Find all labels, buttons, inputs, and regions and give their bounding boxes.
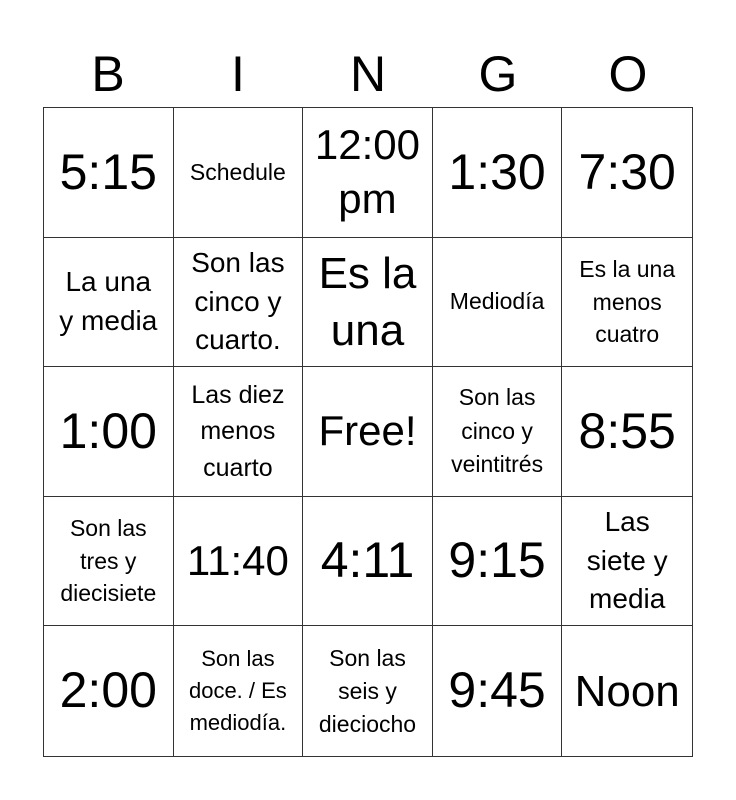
cell-text: Mediodía: [449, 288, 545, 315]
bingo-cell-r2-c2[interactable]: [174, 238, 304, 368]
cell-text: 9:15: [448, 532, 546, 589]
cell-text: 12:00 pm: [314, 120, 421, 223]
bingo-cell-r3-c3[interactable]: [303, 367, 433, 497]
cell-text: Es la una: [318, 248, 417, 355]
bingo-cell-r2-c5[interactable]: [562, 238, 692, 368]
cell-text: Son las cinco y cuarto.: [191, 246, 285, 356]
bingo-cell-r4-c4[interactable]: [433, 497, 563, 627]
bingo-cell-r1-c5[interactable]: [562, 108, 692, 238]
header-letter-i: I: [231, 46, 245, 102]
bingo-cell-r2-c1[interactable]: [44, 238, 174, 368]
cell-free-text: Free!: [318, 407, 417, 455]
bingo-cell-r2-c4[interactable]: [433, 238, 563, 368]
bingo-cell-r1-c4[interactable]: [433, 108, 563, 238]
bingo-cell-r4-c2[interactable]: [174, 497, 304, 627]
cell-text: Son las tres y diecisiete: [60, 515, 157, 607]
cell-text: 8:55: [578, 402, 676, 459]
cell-text: 2:00: [59, 662, 157, 719]
cell-text: Schedule: [189, 158, 286, 185]
bingo-cell-r5-c4[interactable]: [433, 626, 563, 756]
header-letter-g: G: [478, 46, 518, 102]
cell-text: 9:45: [448, 662, 546, 719]
cell-text: 7:30: [578, 143, 676, 200]
bingo-header: [43, 40, 693, 108]
bingo-cell-r3-c5[interactable]: [562, 367, 692, 497]
cell-text: Es la una menos cuatro: [579, 255, 676, 348]
cell-text: Son las cinco y veintitrés: [451, 384, 544, 478]
cell-text: 4:11: [320, 532, 415, 589]
bingo-cell-r5-c1[interactable]: [44, 626, 174, 756]
bingo-cell-r4-c3[interactable]: [303, 497, 433, 627]
bingo-cell-r1-c2[interactable]: [174, 108, 304, 238]
bingo-board: [43, 107, 693, 757]
cell-text: Las diez menos cuarto: [191, 381, 285, 482]
bingo-cell-r4-c1[interactable]: [44, 497, 174, 627]
header-letter-n: N: [349, 46, 387, 102]
bingo-cell-r5-c3[interactable]: [303, 626, 433, 756]
cell-text: Son las doce. / Es mediodía.: [188, 646, 287, 736]
cell-text: 1:00: [59, 402, 157, 459]
header-letter-b: B: [91, 46, 125, 102]
cell-text: La una y media: [59, 266, 158, 336]
bingo-cell-r1-c1[interactable]: [44, 108, 174, 238]
bingo-cell-r4-c5[interactable]: [562, 497, 692, 627]
cell-text: Las siete y media: [586, 506, 668, 615]
cell-text: 5:15: [59, 143, 157, 200]
bingo-cell-r5-c5[interactable]: [562, 626, 692, 756]
bingo-cell-r5-c2[interactable]: [174, 626, 304, 756]
bingo-cell-r1-c3[interactable]: [303, 108, 433, 238]
bingo-cell-r3-c2[interactable]: [174, 367, 304, 497]
bingo-cell-r2-c3[interactable]: [303, 238, 433, 368]
cell-text: 1:30: [448, 143, 546, 200]
bingo-cell-r3-c4[interactable]: [433, 367, 563, 497]
cell-text: 11:40: [186, 536, 289, 584]
bingo-cell-r3-c1[interactable]: [44, 367, 174, 497]
cell-text: Noon: [574, 666, 680, 716]
header-letter-o: O: [608, 46, 648, 102]
cell-text: Son las seis y dieciocho: [318, 645, 417, 737]
